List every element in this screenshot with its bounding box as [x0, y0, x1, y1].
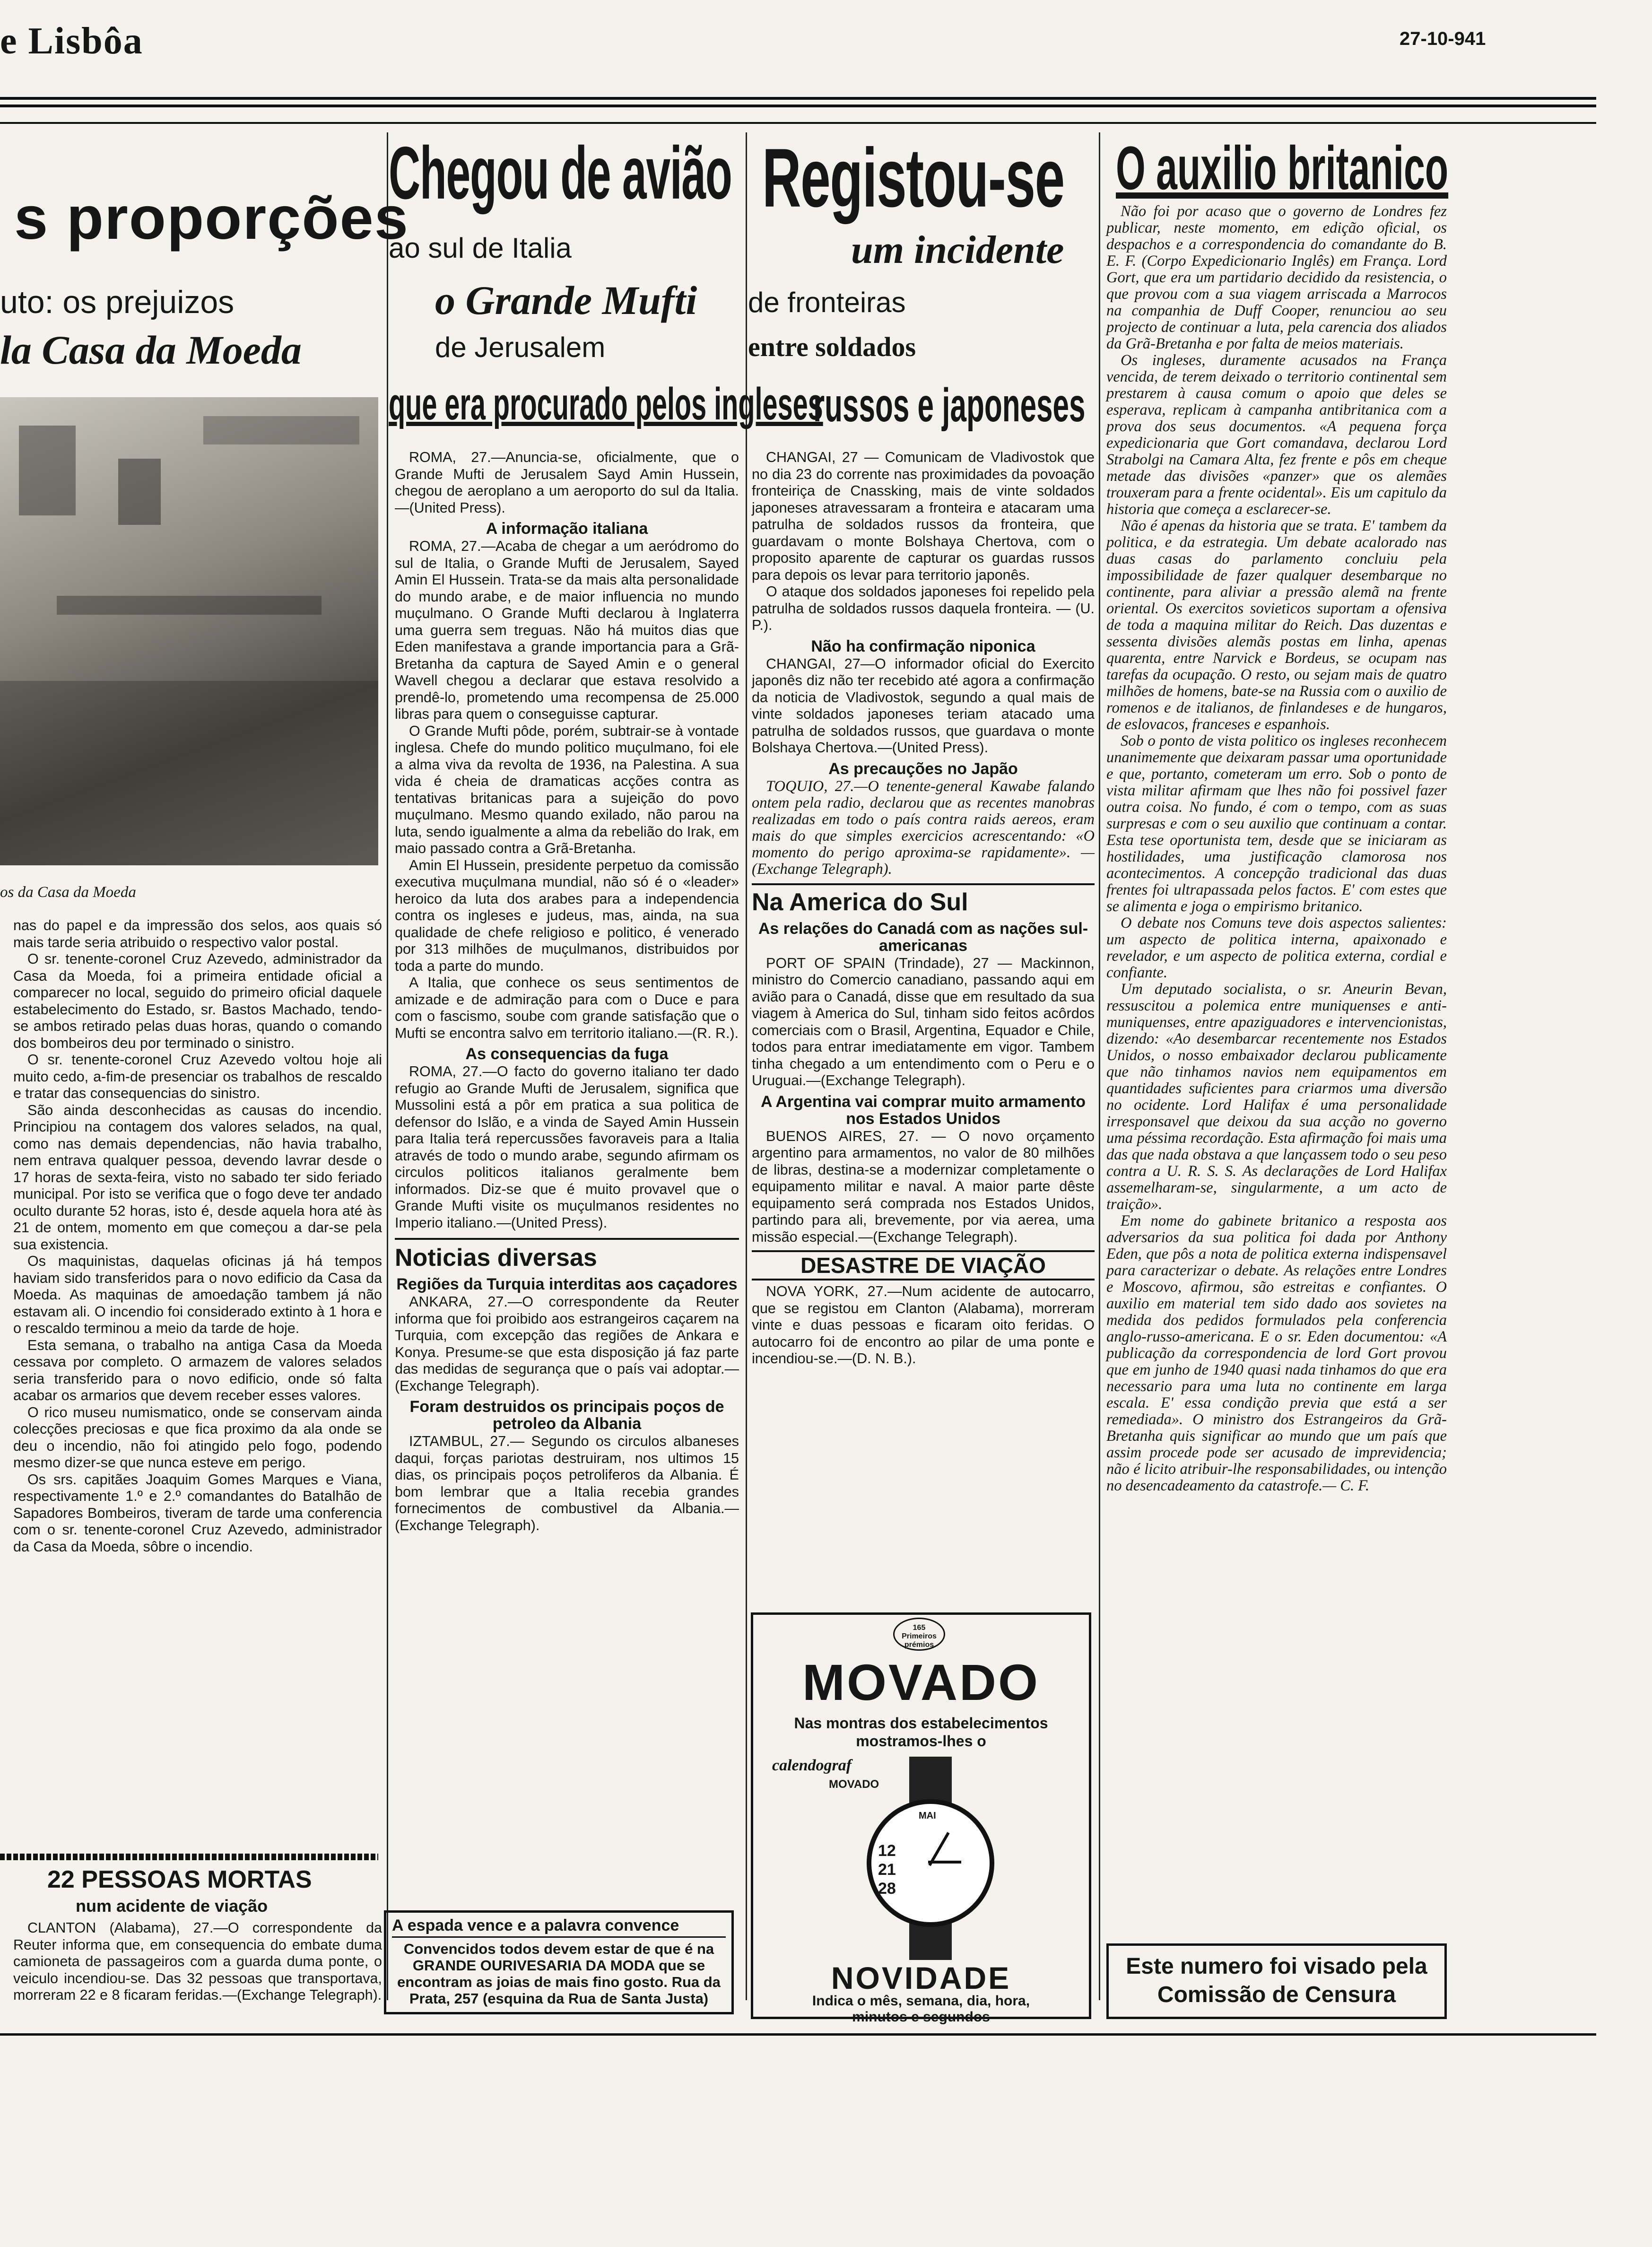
col2-paragraph: IZTAMBUL, 27.— Segundo os circulos albaneses daqui, forças pariotas destruiram, nos ultimos 15 dias, os principais poços petroliferos da Albania. É bom lembrar que a Italia recebia grandes fornecimentos de combustivel da Albania.—(Exchange Telegraph).	[395, 1433, 739, 1533]
col2-subhead: Foram destruidos os principais poços de petroleo da Albania	[409, 1398, 724, 1433]
column-rule-1	[387, 132, 388, 2000]
col1-paragraph: Esta semana, o trabalho na antiga Casa da Moeda cessava por completo. O armazem de valores selados seria transferido para o novo edificio, onde só falta acabar os armarios que devem receber esses valores.	[13, 1337, 382, 1403]
col2-subhead: Regiões da Turquia interditas aos caçadores	[396, 1275, 738, 1293]
col1-paragraph: Os srs. capitães Joaquim Gomes Marques e Viana, respectivamente 1.º e 2.º comandantes do Batalhão de Sapadores Bombeiros, tiveram de tarde uma conferencia com o sr. tenente-coronel Cruz Azevedo, administrador da Casa da Moeda, sôbre o incendio.	[13, 1471, 382, 1555]
watch-dial-label: 21	[878, 1861, 896, 1879]
col2-divider	[395, 1238, 739, 1240]
col3-divider	[752, 883, 1095, 885]
col2-subhead: As consequencias da fuga	[465, 1045, 669, 1063]
col4-paragraph: O debate nos Comuns teve dois aspectos salientes: um aspecto de politica interna, apaixonado e revelador, e um aspecto de politica externa, cordial e confiante.	[1106, 914, 1447, 981]
column-rule-3	[1099, 132, 1100, 2000]
prize-badge: 165 Primeiros prémios	[893, 1618, 945, 1651]
col2-headline: Chegou de avião	[389, 131, 732, 215]
america-heading: Na America do Sul	[752, 888, 968, 916]
col1-paragraph: O sr. tenente-coronel Cruz Azevedo voltou hoje ali muito cedo, a-fim-de presenciar os trabalhos de rescaldo e tratar das consequencias do sinistro.	[13, 1052, 382, 1101]
col2-deck-3: de Jerusalem	[435, 331, 606, 363]
col4-headline: O auxilio britanico	[1116, 133, 1449, 202]
col3-deck-2: de fronteiras	[748, 287, 906, 318]
col1-paragraph: O rico museu numismatico, onde se conservam ainda colecções preciosas e que fica proximo da ala onde se deu o incendio, não foi atingido pelo fogo, podendo mesmo dizer-se que nunca esteve em perigo.	[13, 1404, 382, 1471]
col2-paragraph: A Italia, que conhece os seus sentimentos de amizade e de admiração para com o Duce e para com o fascismo, soube com grande satisfação que o Mufti se encontra salvo em territorio italiano.—(R. R.).	[395, 975, 739, 1041]
col2-deck-1: ao sul de Italia	[389, 232, 572, 264]
col3-deck-4: russos e japoneses	[813, 379, 1086, 432]
col2-deck-4: que era procurado pelos ingleses	[389, 379, 823, 429]
building-photo	[0, 397, 378, 865]
col4-paragraph: Um deputado socialista, o sr. Aneurin Bevan, ressuscitou a polemica entre muniquenses e anti-muniquenses, entre apaziguadores e intervencionistas, dizendo: «Ao desembarcar recentemente nos Estados Unidos, o nosso embaixador declarou publicamente que não tinhamos navios nem equipamentos em quantidades suficientes para criarmos uma diversão no ocidente. Lord Halifax é uma personalidade irresponsavel que deixou da sua acção no governo uma péssima recordação. Esta afirmação foi mais uma das que nada obstava a que lançassem todo o seu peso contra a U. R. S. S. As declarações de Lord Halifax assemelharam-se, singularmente, a um acto de traição».	[1106, 981, 1447, 1213]
watch-dial-label: 12	[878, 1842, 896, 1860]
jewelry-ad	[384, 1910, 734, 2014]
col1-paragraph: O sr. tenente-coronel Cruz Azevedo, administrador da Casa da Moeda, foi a primeira entidade oficial a comparecer no local, seguido do primeiro oficial daquele estabelecimento do Estado, sr. Bastos Machado, tendo-se ambos retirado pelas duas horas, quando o comando dos bombeiros deu por terminado o sinistro.	[13, 951, 382, 1051]
col3-paragraph: O ataque dos soldados japoneses foi repelido pela patrulha de soldados russos daquela fronteira. — (U. P.).	[752, 584, 1095, 633]
col3-subhead: Não ha confirmação niponica	[811, 637, 1035, 655]
movado-line1: Nas montras dos estabelecimentos mostramos-lhes o	[794, 1715, 1048, 1750]
movado-brand: MOVADO	[802, 1654, 1040, 1711]
top-thin-rule	[0, 122, 1596, 124]
watch-hand	[928, 1861, 961, 1864]
col1-divider	[0, 1854, 378, 1860]
col3-paragraph: NOVA YORK, 27.—Num acidente de autocarro, que se registou em Clanton (Alabama), morreram vinte e duas pessoas e ficaram oito feridas. O autocarro foi de encontro ao pilar de uma ponte e incendiou-se.—(D. N. B.).	[752, 1283, 1095, 1367]
col2-headline-box	[389, 130, 741, 215]
watch-dial-label: 28	[878, 1880, 896, 1898]
brief-body	[13, 1920, 382, 2004]
noticias-heading: Noticias diversas	[395, 1244, 597, 1272]
col3-paragraph: TOQUIO, 27.—O tenente-general Kawabe falando ontem pela radio, declarou que as recentes manobras realizadas em todo o país contra raids aereos, eram mais do que simples exercicios acrescentando: «O momento do perigo aproxima-se rapidamente». — (Exchange Telegraph).	[752, 777, 1095, 878]
col2-paragraph: Amin El Hussein, presidente perpetuo da comissão executiva muçulmana mundial, não só é o «leader» heroico da luta dos arabes para a independencia contra os ingleses e judeus, mas, ainda, na sua qualidade de chefe religioso e politico, é venerado por 313 milhões de muçulmanos, distribuidos por toda a parte do mundo.	[395, 857, 739, 974]
bottom-rule	[0, 2033, 1596, 2036]
jewelry-ad-text: Convencidos todos devem estar de que é na GRANDE OURIVESARIA DA MODA que se encontram as joias de mais fino gosto. Rua da Prata, 257 (esquina da Rua de Santa Justa)	[397, 1941, 721, 2007]
col3-deck-3: entre soldados	[748, 331, 916, 362]
desastre-heading: DESASTRE DE VIAÇÃO	[752, 1250, 1095, 1280]
col3-paragraph: BUENOS AIRES, 27. — O novo orçamento argentino para armamentos, no valor de 80 milhões de libras, destina-se a modernizar completamente o equipamento militar e naval. A maior parte dêste equipamento será comprada nos Estados Unidos, partindo para ali, brevemente, por via aerea, uma missão especial.—(Exchange Telegraph).	[752, 1128, 1095, 1245]
movado-line2: Indica o mês, semana, dia, hora, minutos e segundos	[812, 1993, 1030, 2025]
col1-kicker: la Casa da Moeda	[0, 327, 302, 373]
col2-paragraph: ROMA, 27.—Acaba de chegar a um aeródromo do sul de Italia, o Grande Mufti de Jerusalem, Sayed Amin El Hussein. Trata-se da mais alta personalidade do mundo arabe, e de maior influencia no mundo muçulmano. O Grande Mufti declarou à Inglaterra uma guerra sem treguas. Não há muitos dias que Eden manifestava a grande importancia para a Grã-Bretanha da captura de Sayed Amin e o general Wavell chegou a declarar que estava resolvido a prendê-lo, prometendo uma recompensa de 25.000 libras para quem o conseguisse capturar.	[395, 538, 739, 722]
col3-body	[752, 449, 1095, 1367]
col3-subhead: As precauções no Japão	[828, 759, 1018, 778]
col2-body	[395, 449, 739, 1534]
col2-subhead: A informação italiana	[486, 520, 648, 538]
col3-deck-1: um incidente	[851, 228, 1064, 272]
watch-dial-label: MAI	[919, 1811, 936, 1821]
masthead-title: e Lisbôa	[0, 20, 143, 62]
col3-paragraph: PORT OF SPAIN (Trindade), 27 — Mackinnon, ministro do Comercio canadiano, passando aqui em avião para o Canadá, disse que em resultado da sua viagem à America do Sul, tinham sido feitos acôrdos comerciais com o Brasil, Argentina, Equador e Chile, todos para entrar imediatamente em vigor. Tambem tinha chegado a um entendimento com o Peru e o Uruguai.—(Exchange Telegraph).	[752, 955, 1095, 1089]
movado-ad	[751, 1612, 1091, 2025]
masthead-date: 27-10-941	[1400, 28, 1486, 49]
top-double-rule	[0, 97, 1596, 107]
col4-body	[1106, 203, 1447, 1494]
col3-subhead: A Argentina vai comprar muito armamento nos Estados Unidos	[760, 1092, 1086, 1128]
col3-headline-box	[748, 130, 1098, 225]
movado-novidade: NOVIDADE	[831, 1960, 1011, 1995]
col2-paragraph: O Grande Mufti pôde, porém, subtrair-se à vontade inglesa. Chefe do mundo politico muçulmano, foi ele a alma viva da revolta de 1936, na Palestina. A sua vida é cheia de dramaticas acções contra as tentativas britanicas para a sujeição do povo muçulmano. Mesmo quando exilado, não parou na luta, sendo igualmente a alma da rebelião do Irak, em maio passado contra a Grã-Bretanha.	[395, 723, 739, 856]
col2-deck-2: o Grande Mufti	[435, 278, 697, 323]
movado-brand-small: MOVADO	[829, 1778, 879, 1791]
col4-headline-box	[1116, 132, 1589, 203]
watch-dial	[867, 1799, 994, 1927]
col2-deck-4-box	[389, 378, 823, 435]
col2-paragraph: ROMA, 27.—O facto do governo italiano ter dado refugio ao Grande Mufti de Jerusalem, significa que Mussolini está a pôr em pratica a sua politica de defensor do Islão, e a vinda de Sayed Amin Hussein para Italia terá repercussões favoraveis para a Italia através de todo o mundo arabe, segundo afirmam os circulos politicos italianos geralmente bem informados. Diz-se que é muito provavel que o Grande Mufti visite os muçulmanos residentes no Imperio italiano.—(United Press).	[395, 1063, 739, 1231]
col4-paragraph: Em nome do gabinete britanico a resposta aos adversarios da sua politica foi dada por Anthony Eden, que pôs a nota de politica externa indispensavel para caracterizar o debate. As relações entre Londres e Moscovo, afirmou, são estreitas e confiantes. O auxilio em material tem sido dado aos sovietes na medida dos pedidos formulados pela conferencia anglo-russo-americana. E o sr. Eden documentou: «A publicação da correspondencia de lord Gort provou que em junho de 1940 quasi nada tinhamos do que era necessario para uma luta no continente em larga escala. E' essa condição previa que está a ser remediada». O ministro dos Estrangeiros da Grã-Bretanha quis significar ao mundo que um país que assim procede pode ser acusado de imprevidencia; não é licito atribuir-lhe responsabilidades, ou intenção no desencadeamento da catastrofe.— C. F.	[1106, 1212, 1447, 1494]
col3-deck-4-box	[813, 378, 1097, 435]
col4-paragraph: Não é apenas da historia que se trata. E' tambem da politica, e da estrategia. Um debate acalorado nas duas casas do parlamento concluiu pela impossibilidade de fazer qualquer desembarque no continente, para aliviar a pressão alemã na frente oriental. Os exercitos sovieticos suportam a ofensiva de toda a maquina militar do Reich. Das duzentas e sessenta divisões alemãs postas em linha, apenas quarenta, entre Narvick e Bordeus, se ocupam nas tarefas da ocupação. O resto, ou sejam mais de quatro milhões de homens, bate-se na Russia com o auxilio de romenos e de italianos, de finlandeses e de hungaros, de eslovacos, franceses e espanhois.	[1106, 517, 1447, 733]
col3-paragraph: CHANGAI, 27 — Comunicam de Vladivostok que no dia 23 do corrente nas proximidades da povoação fronteiriça de Cnassking, mais de vinte soldados japoneses atravessaram a fronteira e atacaram uma patrulha de soldados russos da fronteira, que guardavam o monte Bolshaya Chertova, com o proposito aparente de capturar os guardas russos para depois os levar para territorio japonês.	[752, 449, 1095, 583]
jewelry-ad-title: A espada vence e a palavra convence	[392, 1916, 726, 1938]
col1-paragraph: nas do papel e da impressão dos selos, aos quais só mais tarde seria atribuido o respectivo valor postal.	[13, 917, 382, 950]
col1-body	[13, 917, 382, 1555]
col3-paragraph: CHANGAI, 27—O informador oficial do Exercito japonês diz não ter recebido até agora a confirmação da noticia de Vladivostok, segundo a qual mais de vinte soldados japoneses teriam atacado uma patrulha de soldados russos, que guardava o monte Bolshaya Chertova.—(United Press).	[752, 655, 1095, 756]
brief-headline: 22 PESSOAS MORTAS	[47, 1866, 312, 1893]
col2-paragraph: ANKARA, 27.—O correspondente da Reuter informa que foi proibido aos estrangeiros caçarem na Turquia, com excepção das regiões de Ankara e Konya. Presume-se que esta disposição já faz parte das medidas de segurança que o país vai adoptar.—(Exchange Telegraph).	[395, 1294, 739, 1394]
col2-paragraph: ROMA, 27.—Anuncia-se, oficialmente, que o Grande Mufti de Jerusalem Sayd Amin Hussein, chegou de aeroplano a um aeroporto do sul da Italia.—(United Press).	[395, 449, 739, 516]
col3-subhead: As relações do Canadá com as nações sul-americanas	[758, 919, 1088, 955]
col3-headline: Registou-se	[762, 131, 1064, 225]
brief-subhead: num acidente de viação	[76, 1896, 268, 1916]
col1-paragraph: Os maquinistas, daquelas oficinas já há tempos haviam sido transferidos para o novo edificio da Casa da Moeda. As maquinas de amoedação tambem já não estavam ali. O incendio foi considerado extinto à 1 hora e o rescaldo terminou a meio da tarde de hoje.	[13, 1253, 382, 1336]
col1-headline: s proporções	[14, 184, 409, 252]
brief-paragraph: CLANTON (Alabama), 27.—O correspondente da Reuter informa que, em consequencia do embate duma camioneta de passageiros com a guarda duma ponte, o veiculo incendiou-se. Das 32 pessoas que transportava, morreram 22 e 8 ficaram feridas.—(Exchange Telegraph).	[13, 1920, 382, 2003]
col1-deck: uto: os prejuizos	[0, 284, 235, 320]
col4-paragraph: Os ingleses, duramente acusados na França vencida, de terem deixado o territorio continental sem prestarem à causa comum o apoio que deles se esperava, replicam à campanha antibritanica com a prova dos seus documentos. «A pequena força expedicionaria que Gort comandava, declarou Lord Strabolgi na Camara Alta, fez frente e pôs em cheque metade das divisões «panzer» que os alemães trouxeram para a frente ocidental». Eis um capitulo da historia que começa a esclarecer-se.	[1106, 352, 1447, 518]
col4-paragraph: Sob o ponto de vista politico os ingleses reconhecem unanimemente que deixaram passar uma oportunidade e que, portanto, cometeram um erro. Sob o ponto de vista militar afirmam que lhes não foi possivel fazer outra coisa. No fundo, é com o tempo, com as suas surpresas e com o seu auxilio que continuam a contar. Esta tese oportunista tem, desde que se iniciaram as hostilidades, uma justificação clamorosa nos acontecimentos. A concepção tradicional das duas frentes foi ultrapassada pelos factos. E' com estes que se alimenta e joga o empirismo britanico.	[1106, 732, 1447, 915]
col4-paragraph: Não foi por acaso que o governo de Londres fez publicar, neste momento, em edição oficial, os despachos e a correspondencia do comandante do B. E. F. (Corpo Expedicionario Inglês) em França. Lord Gort, que era um partidario decidido da resistencia, o que provou com a sua viagem arriscada a Marrocos na companhia de Duff Cooper, renunciou ao seu projecto de continuar a luta, pela carencia dos aliados da Grã-Bretanha e por falta de meios materiais.	[1106, 203, 1447, 352]
movado-model: calendograf	[772, 1757, 852, 1774]
censor-notice: Este numero foi visado pela Comissão de Censura	[1106, 1943, 1447, 2019]
col1-paragraph: São ainda desconhecidas as causas do incendio. Principiou na contagem dos valores selados, na qual, como nas demais dependencias, não havia trabalho, nem entrava qualquer pessoa, devendo lavrar desde o 17 horas de sexta-feira, visto no sabado ter sido feriado municipal. Por isto se verifica que o fogo deve ter andado oculto durante 52 horas, isto é, desde aquela hora até às 21 de ontem, momento em que começou a dar-se pela sua existencia.	[13, 1102, 382, 1253]
photo-caption: os da Casa da Moeda	[0, 884, 136, 901]
